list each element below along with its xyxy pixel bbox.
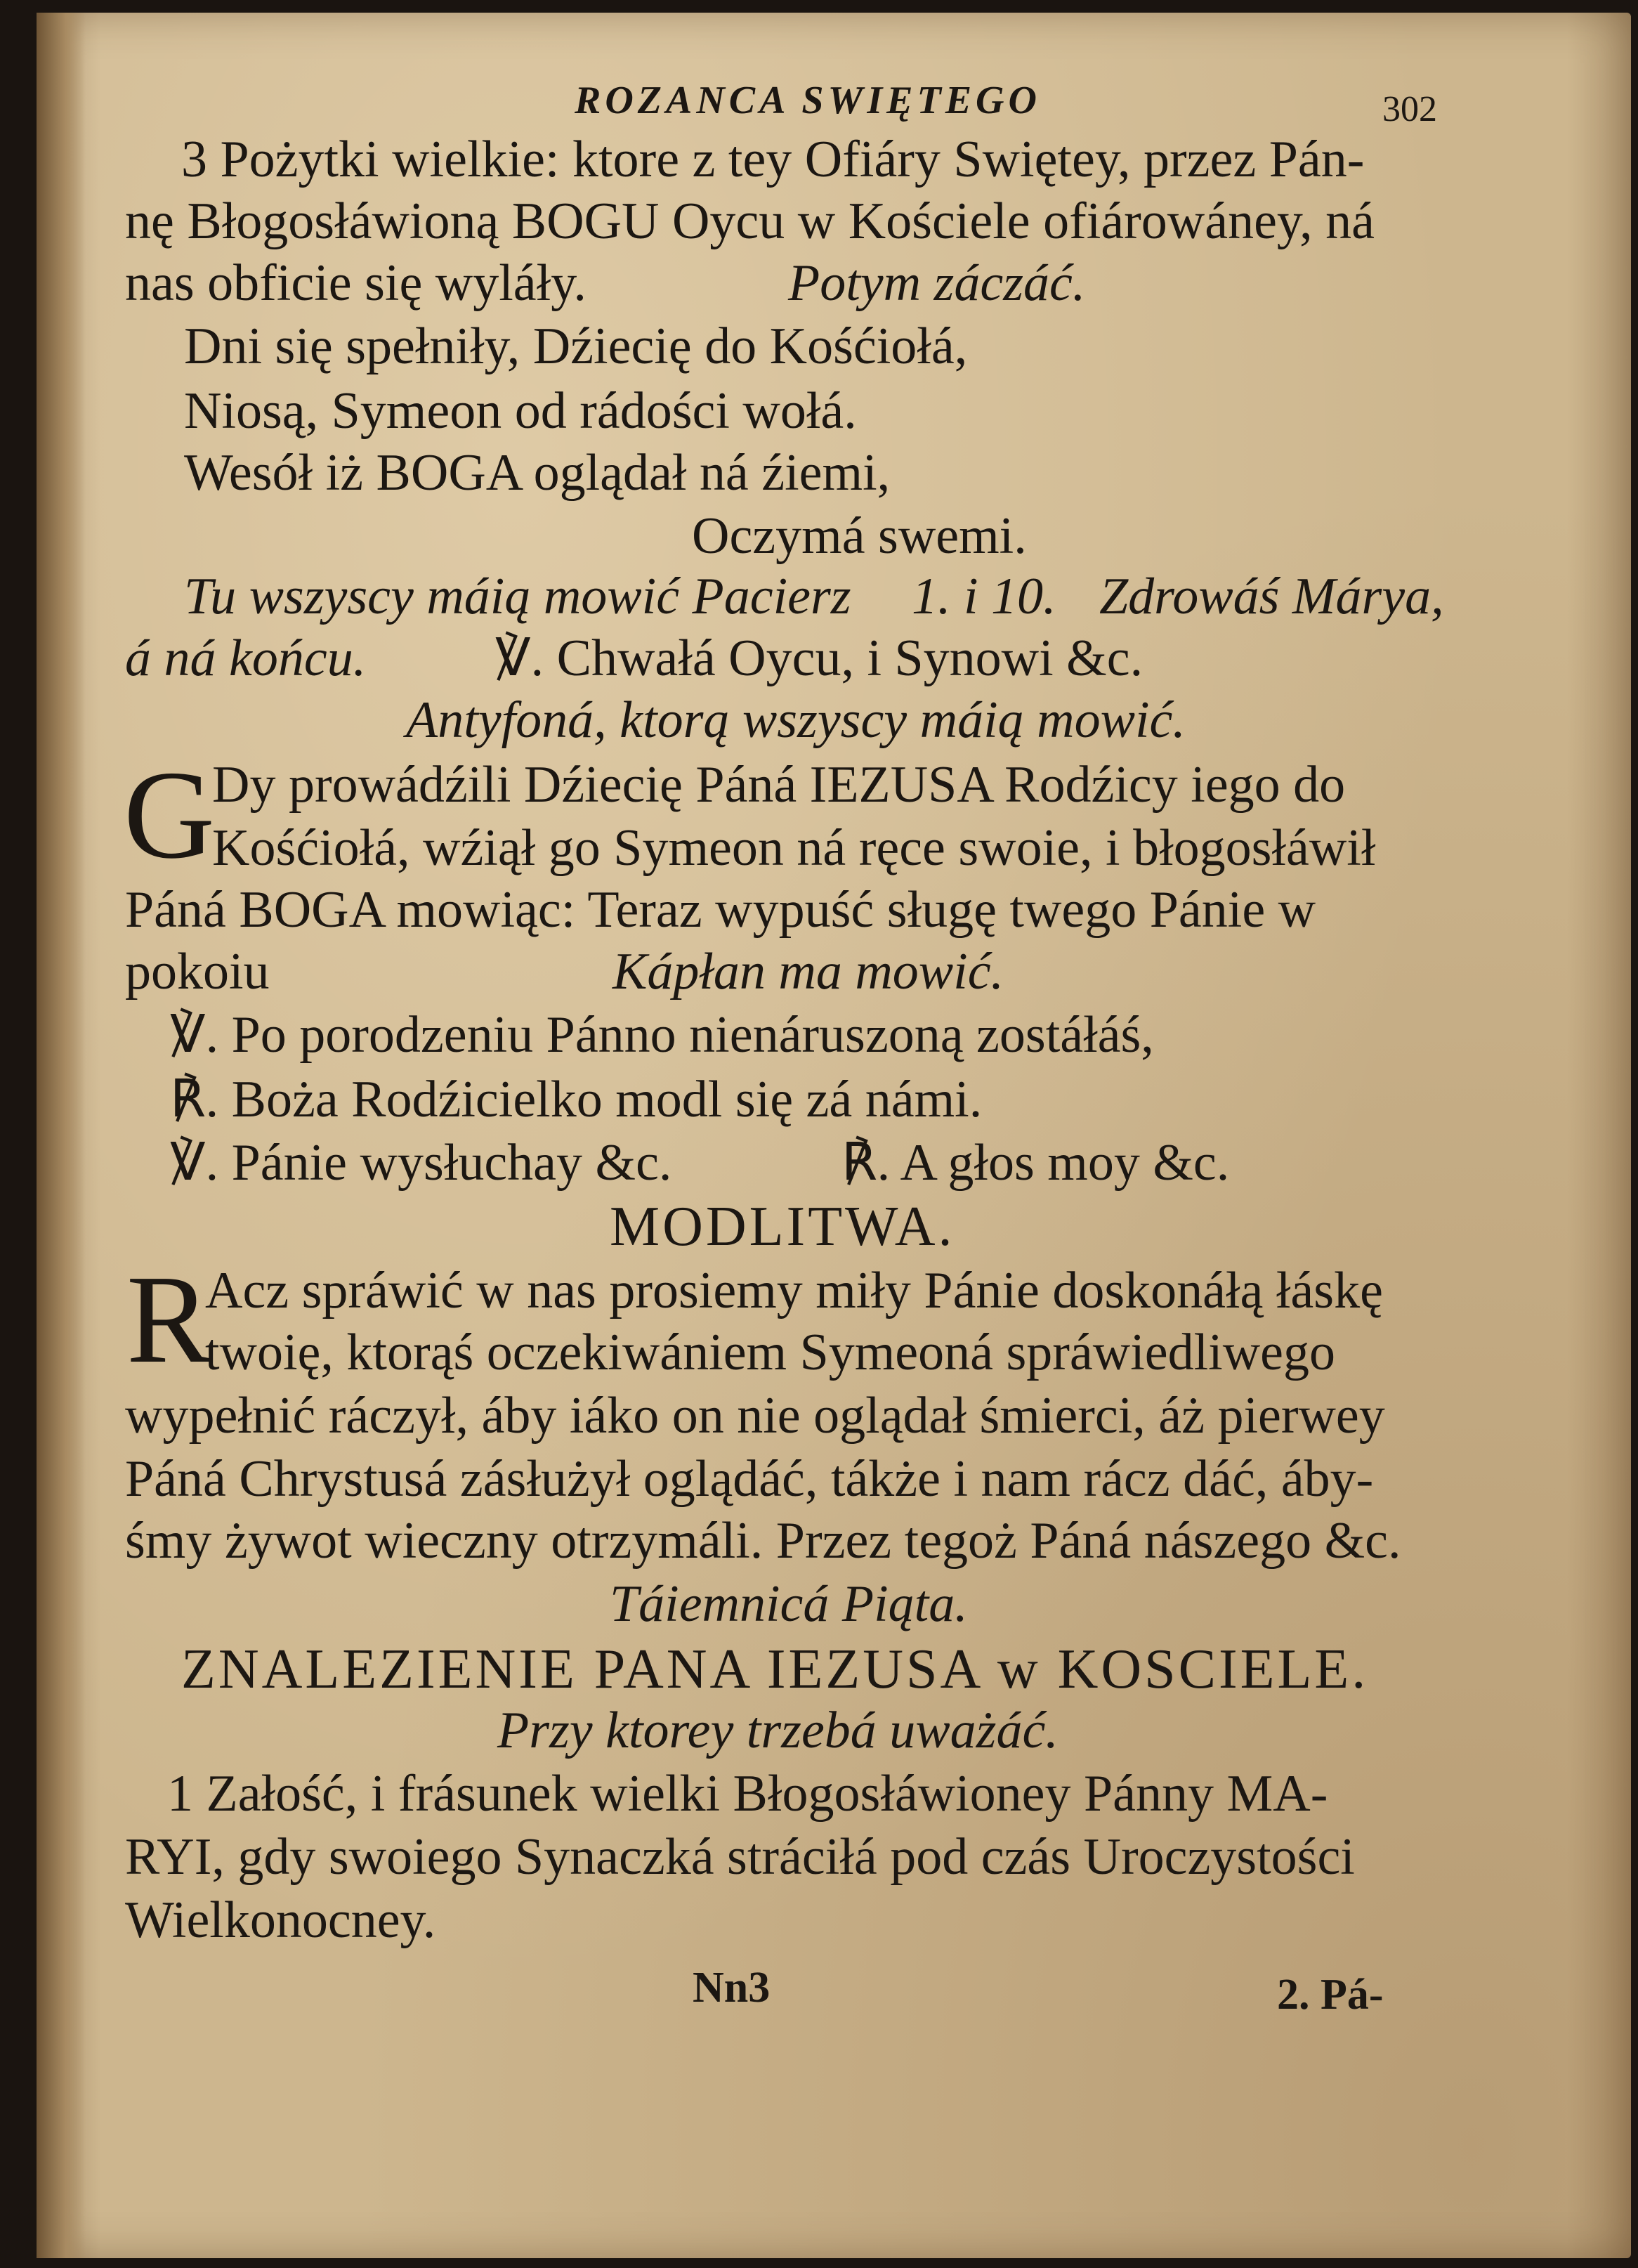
response-1: ℟. Boża Rodźicielko modl się zá námi. (170, 1071, 983, 1128)
catchword: 2. Pá- (1277, 1971, 1384, 2019)
verse-line-4: Oczymá swemi. (692, 507, 1027, 565)
page-gutter (37, 13, 86, 2258)
versicle-1: ℣. Po porodzeniu Pánno nienáruszoną zostáłáś, (170, 1006, 1154, 1064)
rubric-count: 1. i 10. (912, 568, 1056, 625)
prayer-line-5: śmy żywot wieczny otrzymáli. Przez tegoż Páná nászego &c. (125, 1512, 1401, 1570)
prayer-line-1: Acz spráwić w nas prosiemy miły Pánie doskonáłą łáskę (205, 1262, 1383, 1319)
rubric-zdrowas: Zdrowáś Márya, (1099, 568, 1444, 625)
drop-cap-g: G (124, 745, 215, 885)
prayer-line-3: wypełnić ráczył, áby iáko on nie oglądał śmierci, áż pierwey (125, 1387, 1385, 1445)
drop-cap-r: R (126, 1249, 211, 1389)
text-line-3: nas obficie się wyláły. (125, 254, 587, 312)
prayer-line-4: Páná Chrystusá zásłużył oglądáć, tákże i nam rácz dáć, áby- (125, 1450, 1374, 1508)
rubric-pacierz: Tu wszyscy máią mowić Pacierz (184, 568, 851, 625)
meditation-line-2: RYI, gdy swoiego Synaczká stráciłá pod czás Uroczystości (125, 1828, 1355, 1886)
versicle-chwala: ℣. Chwałá Oycu, i Synowi &c. (495, 630, 1144, 687)
prayer-heading: MODLITWA. (610, 1196, 955, 1258)
signature-mark: Nn3 (693, 1964, 771, 2012)
rubric-kaplan: Kápłan ma mowić. (612, 943, 1004, 1001)
meditation-line-1: 1 Załość, i frásunek wielki Błogosłáwioney Pánny MA- (167, 1765, 1328, 1823)
text-line-1: 3 Pożytki wielkie: ktore z tey Ofiáry Swiętey, przez Pán- (181, 131, 1365, 188)
rubric-potym: Potym záczáć. (788, 254, 1086, 312)
text-line-2: nę Błogosłáwioną BOGU Oycu w Kościele ofiárowáney, ná (125, 193, 1375, 250)
antiphon-line-4: pokoiu (125, 943, 270, 1001)
antiphon-line-2: Kośćiołá, wźiął go Symeon ná ręce swoie, i błogosłáwił (212, 819, 1376, 877)
verse-line-3: Wesół iż BOGA oglądał ná źiemi, (184, 444, 891, 502)
verse-line-1: Dni się spełniły, Dźiecię do Kośćiołá, (184, 318, 968, 375)
prayer-line-2: twoię, ktorąś oczekiwániem Symeoná spráwiedliwego (205, 1324, 1336, 1381)
running-title: ROZANCA SWIĘTEGO (575, 79, 1041, 122)
antiphon-heading: Antyfoná, ktorą wszyscy máią mowić. (406, 691, 1186, 749)
page-number: 302 (1382, 89, 1437, 129)
antiphon-line-3: Páná BOGA mowiąc: Teraz wypuść sługę twego Pánie w (125, 881, 1316, 939)
mystery-title: Táiemnicá Piąta. (610, 1575, 968, 1633)
section-heading: ZNALEZIENIE PANA IEZUSA w KOSCIELE. (181, 1638, 1369, 1700)
meditation-line-3: Wielkonocney. (125, 1891, 436, 1949)
versicle-2: ℣. Pánie wysłuchay &c. (170, 1134, 672, 1192)
consider-rubric: Przy ktorey trzebá uważáć. (497, 1702, 1059, 1759)
verse-line-2: Niosą, Symeon od rádości wołá. (184, 382, 857, 440)
response-2: ℟. A głos moy &c. (841, 1134, 1230, 1192)
rubric-konc: á ná końcu. (125, 630, 367, 687)
antiphon-line-1: Dy prowádźili Dźiecię Páná IEZUSA Rodźicy iego do (212, 756, 1346, 814)
